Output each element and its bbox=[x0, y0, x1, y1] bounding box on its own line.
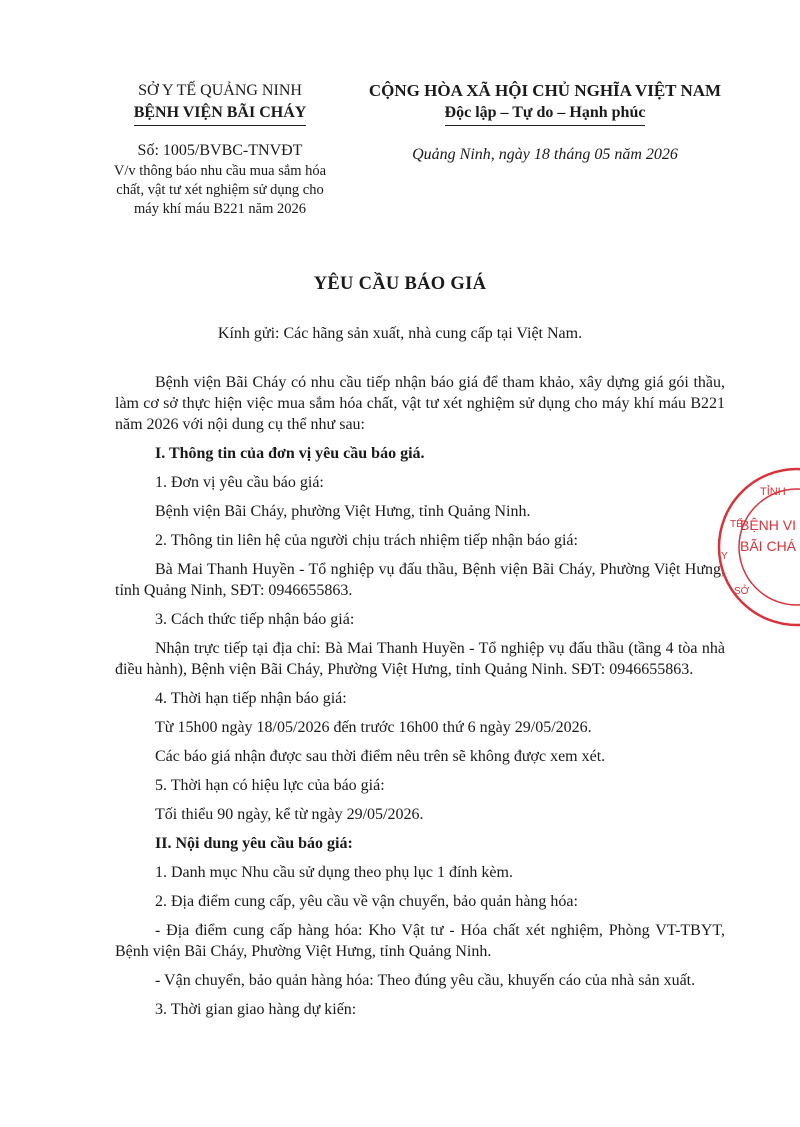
s1-item1-value: Bệnh viện Bãi Cháy, phường Việt Hưng, tỉnh Quảng Ninh. bbox=[155, 503, 531, 520]
document-subject: V/v thông báo nhu cầu mua sắm hóa chất, vật tư xét nghiệm sử dụng cho máy khí máu B221 năm 2026 bbox=[113, 163, 327, 217]
department-name: SỞ Y TẾ QUẢNG NINH bbox=[138, 82, 302, 99]
section-2-heading: II. Nội dung yêu cầu báo giá: bbox=[155, 835, 353, 852]
stamp-line-1: BỆNH VI bbox=[740, 517, 797, 533]
hospital-name: BỆNH VIỆN BÃI CHÁY bbox=[134, 102, 307, 126]
s1-item5-label: 5. Thời hạn có hiệu lực của báo giá: bbox=[155, 777, 385, 794]
s2-item2-b: - Vận chuyển, bảo quản hàng hóa: Theo đúng yêu cầu, khuyến cáo của nhà sản xuất. bbox=[155, 972, 696, 989]
national-header bbox=[345, 80, 745, 166]
document-body bbox=[115, 372, 725, 1020]
stamp-line-2: BÃI CHÁ bbox=[740, 538, 797, 554]
intro-paragraph: Bệnh viện Bãi Cháy có nhu cầu tiếp nhận báo giá để tham khảo, xây dựng giá gói thầu, làm cơ sở thực hiện việc mua sắm hóa chất, vật tư xét nghiệm sử dụng cho máy khí máu B221 năm 2026 với nội dung cụ thể như sau: bbox=[115, 374, 725, 433]
s1-item5-value: Tối thiểu 90 ngày, kể từ ngày 29/05/2026. bbox=[155, 806, 424, 823]
s1-item2-label: 2. Thông tin liên hệ của người chịu trách nhiệm tiếp nhận báo giá: bbox=[155, 532, 578, 549]
s2-item2-a: - Địa điểm cung cấp hàng hóa: Kho Vật tư - Hóa chất xét nghiệm, Phòng VT-TBYT, Bệnh viện Bãi Cháy, Phường Việt Hưng, tỉnh Quảng Ninh. bbox=[115, 922, 725, 960]
document-title: YÊU CẦU BÁO GIÁ bbox=[313, 274, 487, 294]
recipient-line: Kính gửi: Các hãng sản xuất, nhà cung cấp tại Việt Nam. bbox=[217, 325, 583, 342]
s1-item4-note: Các báo giá nhận được sau thời điểm nêu trên sẽ không được xem xét. bbox=[155, 748, 606, 765]
s2-item3-label: 3. Thời gian giao hàng dự kiến: bbox=[155, 1001, 357, 1018]
issuer-block bbox=[100, 80, 340, 219]
national-motto: Độc lập – Tự do – Hạnh phúc bbox=[445, 102, 646, 126]
document-date: Quảng Ninh, ngày 18 tháng 05 năm 2026 bbox=[412, 146, 678, 163]
s1-item3-label: 3. Cách thức tiếp nhận báo giá: bbox=[155, 611, 355, 628]
section-1-heading: I. Thông tin của đơn vị yêu cầu báo giá. bbox=[155, 445, 425, 462]
s1-item3-value: Nhận trực tiếp tại địa chỉ: Bà Mai Thanh Huyền - Tổ nghiệp vụ đấu thầu (tầng 4 tòa nhà điều hành), Bệnh viện Bãi Cháy, Phường Việt Hưng, tỉnh Quảng Ninh. SĐT: 0946655863. bbox=[115, 640, 725, 678]
document-number: Số: 1005/BVBC-TNVĐT bbox=[137, 142, 303, 159]
s1-item2-value: Bà Mai Thanh Huyền - Tổ nghiệp vụ đấu thầu, Bệnh viện Bãi Cháy, Phường Việt Hưng, tỉnh Quảng Ninh, SĐT: 0946655863. bbox=[115, 561, 725, 599]
s1-item4-value: Từ 15h00 ngày 18/05/2026 đến trước 16h00 thứ 6 ngày 29/05/2026. bbox=[155, 719, 592, 736]
stamp-arc-bottom: SỞ bbox=[734, 586, 750, 597]
hospital-seal-stamp bbox=[712, 462, 800, 632]
s1-item4-label: 4. Thời hạn tiếp nhận báo giá: bbox=[155, 690, 347, 707]
national-title: CỘNG HÒA XÃ HỘI CHỦ NGHĨA VIỆT NAM bbox=[368, 81, 722, 100]
s1-item1-label: 1. Đơn vị yêu cầu báo giá: bbox=[155, 474, 324, 491]
stamp-arc-top: TỈNH bbox=[760, 486, 786, 498]
s2-item2-label: 2. Địa điểm cung cấp, yêu cầu về vận chuyển, bảo quản hàng hóa: bbox=[155, 893, 578, 910]
s2-item1: 1. Danh mục Nhu cầu sử dụng theo phụ lục 1 đính kèm. bbox=[155, 864, 513, 881]
stamp-arc-side-te: TẾ bbox=[730, 519, 743, 530]
stamp-arc-side-y: Y bbox=[721, 551, 728, 562]
